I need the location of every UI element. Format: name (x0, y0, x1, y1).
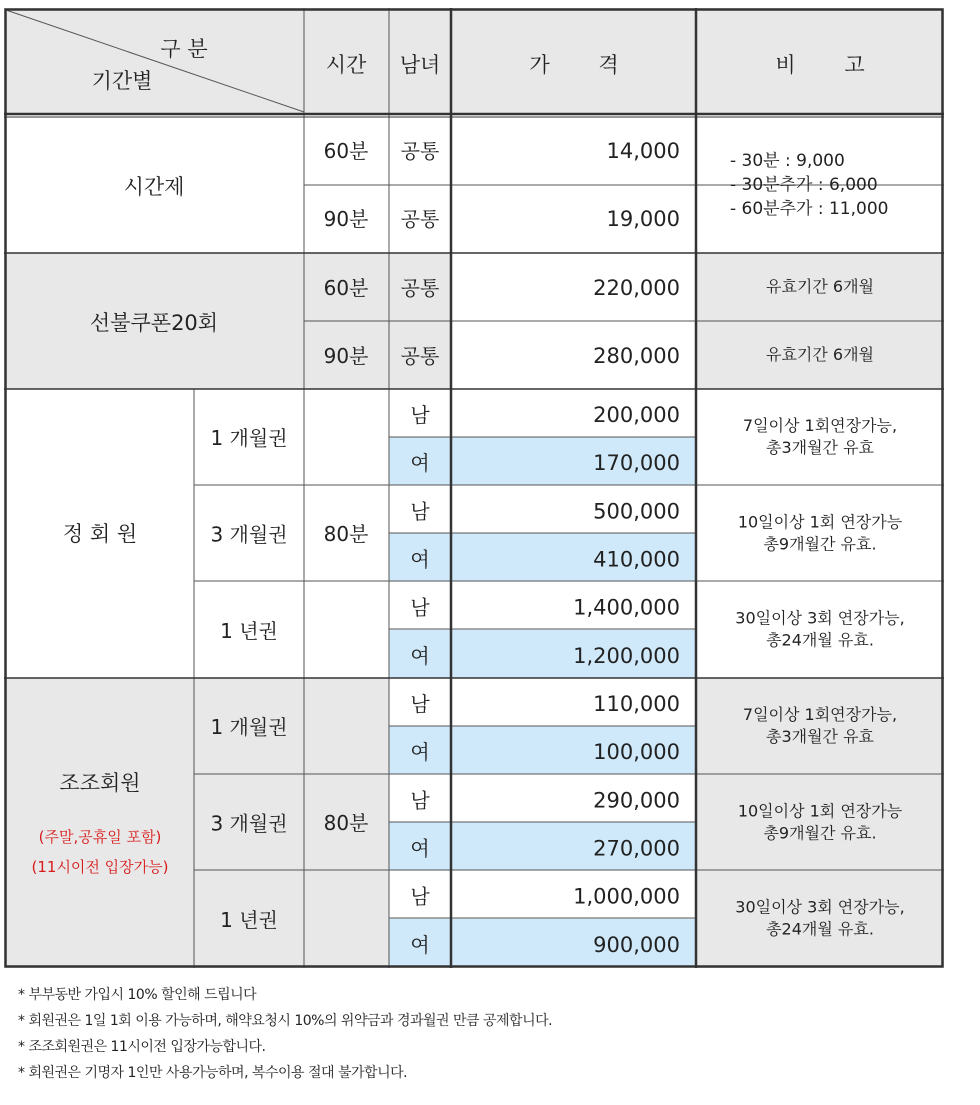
morning-note-line2-1: 총3개월간 유효 (765, 727, 875, 746)
morning-note-line2-2: 총9개월간 유효. (763, 823, 877, 843)
coupon-price-1: 220,000 (593, 276, 680, 300)
regular-male-label-3: 남 (410, 595, 430, 620)
morning-plan-name-1: 1 개월권 (210, 715, 288, 740)
note-1: * 부부동반 가입시 10% 할인해 드립니다 (18, 987, 257, 1003)
regular-female-price-3: 1,200,000 (573, 643, 680, 668)
morning-male-label-2: 남 (410, 788, 430, 813)
regular-plan-name-1: 1 개월권 (210, 426, 288, 451)
regular-male-label-2: 남 (410, 499, 430, 524)
regular-plan-name-3: 1 년권 (220, 618, 278, 643)
regular-plan-name-2: 3 개월권 (210, 522, 288, 547)
coupon-gender-1: 공통 (400, 276, 440, 300)
regular-time: 80분 (323, 522, 369, 546)
morning-sub2: (11시이전 입장가능) (31, 858, 169, 876)
regular-female-price-1: 170,000 (593, 451, 680, 476)
time-plan-note-2: - 30분추가 : 6,000 (730, 175, 878, 195)
header-price: 가 격 (529, 53, 619, 77)
regular-female-label-2: 여 (410, 547, 430, 572)
note-2: * 회원권은 1일 1회 이용 가능하며, 해약요청시 10%의 위약금과 경과월권 만큼 공제합니다. (18, 1013, 553, 1029)
regular-note-line2-3: 총24개월 유효. (766, 630, 874, 650)
price-table (4, 8, 944, 968)
morning-female-label-3: 여 (410, 932, 430, 957)
regular-female-label-1: 여 (410, 451, 430, 476)
morning-male-price-3: 1,000,000 (573, 884, 680, 909)
morning-label: 조조회원 (59, 771, 141, 795)
time-plan-gender-1: 공통 (400, 139, 440, 163)
morning-female-label-2: 여 (410, 836, 430, 861)
regular-male-price-2: 500,000 (593, 499, 680, 524)
regular-note-line1-2: 10일이상 1회 연장가능 (737, 512, 903, 532)
morning-male-label-1: 남 (410, 692, 430, 716)
header-gender: 남녀 (399, 53, 441, 77)
morning-note-line2-3: 총24개월 유효. (766, 919, 874, 939)
morning-male-price-2: 290,000 (593, 788, 680, 813)
notes (18, 982, 552, 1086)
time-plan-price-2: 19,000 (606, 207, 680, 231)
coupon-time-1: 60분 (323, 276, 369, 300)
regular-female-price-2: 410,000 (593, 547, 680, 572)
morning-plan-name-3: 1 년권 (220, 907, 278, 932)
regular-note-line1-3: 30일이상 3회 연장가능, (735, 608, 905, 628)
time-plan-note-3: - 60분추가 : 11,000 (730, 199, 889, 219)
regular-note-line1-1: 7일이상 1회연장가능, (742, 416, 898, 435)
note-3: * 조조회원권은 11시이전 입장가능합니다. (18, 1039, 266, 1055)
morning-female-price-1: 100,000 (593, 740, 680, 765)
morning-male-price-1: 110,000 (593, 692, 680, 716)
time-plan-price-1: 14,000 (606, 139, 680, 163)
regular-label: 정 회 원 (62, 522, 138, 546)
header-note: 비 고 (775, 53, 865, 77)
morning-female-price-3: 900,000 (593, 932, 680, 957)
coupon-time-2: 90분 (323, 344, 369, 368)
note-4: * 회원권은 기명자 1인만 사용가능하며, 복수이용 절대 불가합니다. (18, 1065, 408, 1081)
morning-male-label-3: 남 (410, 884, 430, 909)
time-plan-gender-2: 공통 (400, 207, 440, 231)
morning-time: 80분 (323, 811, 369, 835)
morning-note-line1-2: 10일이상 1회 연장가능 (737, 801, 903, 821)
coupon-note-2: 유효기간 6개월 (765, 345, 875, 364)
morning-plan-name-2: 3 개월권 (210, 811, 288, 836)
header-period: 기간별 (91, 69, 153, 93)
regular-note-line2-1: 총3개월간 유효 (765, 438, 875, 457)
time-plan-label: 시간제 (123, 175, 185, 199)
morning-sub1: (주말,공휴일 포함) (38, 828, 162, 846)
time-plan-time-2: 90분 (323, 207, 369, 231)
morning-note-line1-1: 7일이상 1회연장가능, (742, 705, 898, 724)
header-category: 구 분 (160, 37, 208, 61)
morning-female-label-1: 여 (410, 740, 430, 765)
morning-female-price-2: 270,000 (593, 836, 680, 861)
regular-male-label-1: 남 (410, 403, 430, 427)
coupon-gender-2: 공통 (400, 344, 440, 368)
regular-male-price-1: 200,000 (593, 403, 680, 427)
regular-female-label-3: 여 (410, 643, 430, 668)
header-time: 시간 (325, 53, 367, 77)
regular-male-price-3: 1,400,000 (573, 595, 680, 620)
time-plan-note-1: - 30분 : 9,000 (730, 151, 845, 171)
coupon-price-2: 280,000 (593, 344, 680, 368)
coupon-label: 선불쿠폰20회 (89, 311, 219, 335)
regular-note-line2-2: 총9개월간 유효. (763, 534, 877, 554)
time-plan-time-1: 60분 (323, 139, 369, 163)
coupon-note-1: 유효기간 6개월 (765, 277, 875, 296)
morning-note-line1-3: 30일이상 3회 연장가능, (735, 897, 905, 917)
